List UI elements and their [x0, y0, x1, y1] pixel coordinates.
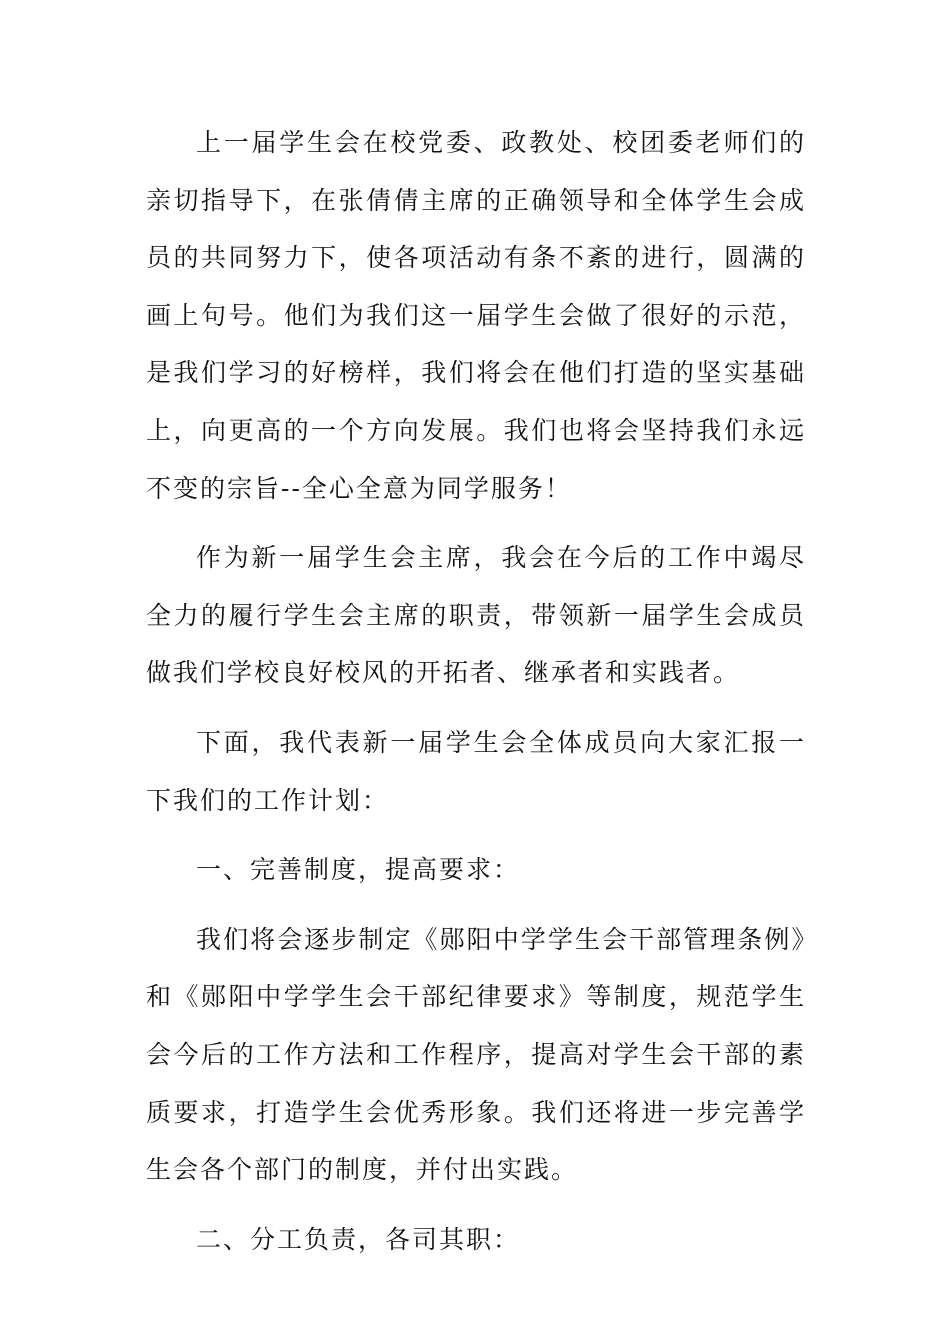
section-heading-2: 二、分工负责，各司其职：	[196, 1224, 521, 1254]
paragraph-section-1: 我们将会逐步制定《郧阳中学学生会干部管理条例》和《郧阳中学学生会干部纪律要求》等制度，规范学生会今后的工作方法和工作程序，提高对学生会干部的素质要求，打造学生会优秀形象。我们还将进一步完善学生会各个部门的制度，并付出实践。	[146, 924, 806, 1185]
paragraph-intro: 上一届学生会在校党委、政教处、校团委老师们的亲切指导下，在张倩倩主席的正确领导和全体学生会成员的共同努力下，使各项活动有条不紊的进行，圆满的画上句号。他们为我们这一届学生会做了很好的示范，是我们学习的好榜样，我们将会在他们打造的坚实基础上，向更高的一个方向发展。我们也将会坚持我们永远不变的宗旨--全心全意为同学服务！	[146, 128, 806, 503]
paragraph-commitment: 作为新一届学生会主席，我会在今后的工作中竭尽全力的履行学生会主席的职责，带领新一届学生会成员做我们学校良好校风的开拓者、继承者和实践者。	[146, 543, 806, 688]
paragraph-plan-intro: 下面，我代表新一届学生会全体成员向大家汇报一下我们的工作计划：	[146, 727, 806, 815]
section-heading-1: 一、完善制度，提高要求：	[196, 855, 521, 885]
document-body	[146, 114, 806, 1280]
